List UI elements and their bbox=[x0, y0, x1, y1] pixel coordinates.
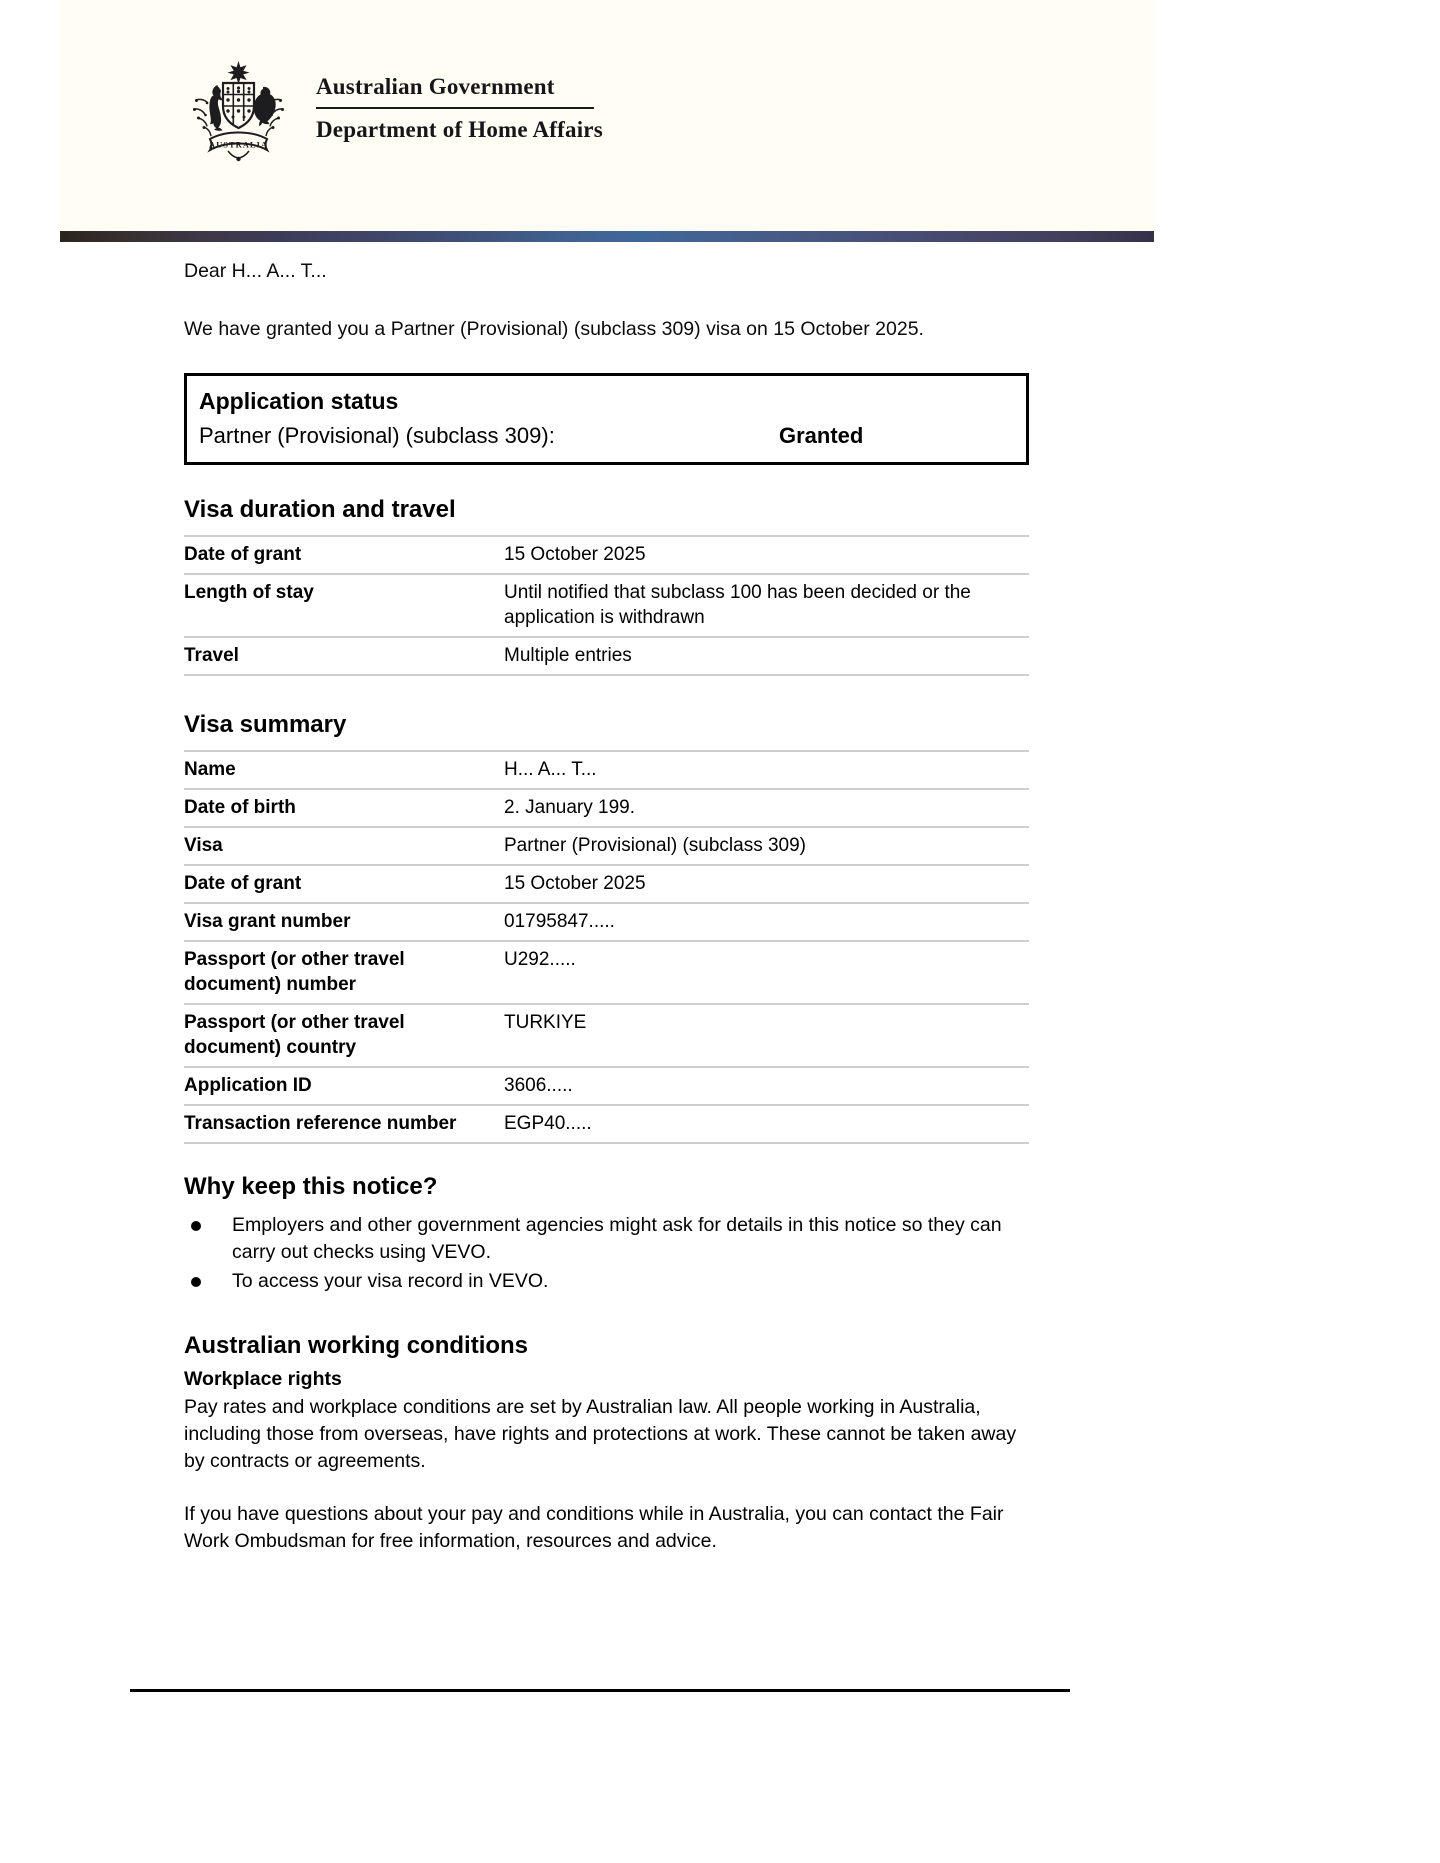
list-item bbox=[184, 1268, 1029, 1295]
row-value: H... A... T... bbox=[504, 751, 1029, 789]
wordmark-divider bbox=[316, 107, 594, 109]
why-keep-notice-heading: Why keep this notice? bbox=[184, 1173, 438, 1200]
row-value: 01795847..... bbox=[504, 903, 1029, 941]
row-label: Date of grant bbox=[184, 536, 504, 574]
list-item-text: To access your visa record in VEVO. bbox=[232, 1270, 549, 1292]
table-row bbox=[184, 827, 1029, 865]
row-value: Until notified that subclass 100 has been decided or the application is withdrawn bbox=[504, 574, 1029, 637]
row-value: TURKIYE bbox=[504, 1004, 1029, 1067]
row-label: Passport (or other travel document) number bbox=[184, 941, 504, 1004]
table-row bbox=[184, 637, 1029, 675]
why-keep-notice-list bbox=[184, 1212, 1029, 1295]
department-of-home-affairs-text: Department of Home Affairs bbox=[316, 117, 603, 142]
row-label: Passport (or other travel document) country bbox=[184, 1004, 504, 1067]
table-row bbox=[184, 865, 1029, 903]
bullet-dot-icon bbox=[191, 1277, 201, 1287]
row-label: Travel bbox=[184, 637, 504, 675]
row-label: Date of grant bbox=[184, 865, 504, 903]
table-row bbox=[184, 536, 1029, 574]
table-row bbox=[184, 789, 1029, 827]
table-row bbox=[184, 941, 1029, 1004]
government-wordmark bbox=[316, 74, 606, 143]
table-row bbox=[184, 1105, 1029, 1143]
table-row bbox=[184, 751, 1029, 789]
row-value: 2. January 199. bbox=[504, 789, 1029, 827]
bullet-dot-icon bbox=[191, 1221, 201, 1231]
workplace-rights-paragraph-2: If you have questions about your pay and conditions while in Australia, you can contact the Fair Work Ombudsman for free information, resources and advice. bbox=[184, 1503, 1004, 1552]
row-label: Name bbox=[184, 751, 504, 789]
table-row bbox=[184, 1004, 1029, 1067]
row-label: Application ID bbox=[184, 1067, 504, 1105]
brand-gradient-bar bbox=[60, 231, 1154, 242]
row-label: Visa grant number bbox=[184, 903, 504, 941]
workplace-rights-paragraph-1: Pay rates and workplace conditions are set by Australian law. All people working in Australia, including those from overseas, have rights and protections at work. These cannot be taken away by contracts or agreements. bbox=[184, 1396, 1017, 1472]
row-value: U292..... bbox=[504, 941, 1029, 1004]
visa-duration-heading: Visa duration and travel bbox=[184, 496, 456, 523]
table-row bbox=[184, 574, 1029, 637]
row-label: Transaction reference number bbox=[184, 1105, 504, 1143]
status-badge: Granted bbox=[779, 423, 864, 448]
application-status-box bbox=[184, 373, 1029, 465]
table-row bbox=[184, 1067, 1029, 1105]
salutation: Dear H... A... T... bbox=[184, 260, 327, 282]
visa-summary-table bbox=[184, 750, 1029, 1144]
application-status-title: Application status bbox=[199, 388, 399, 414]
intro-paragraph: We have granted you a Partner (Provisional) (subclass 309) visa on 15 October 2025. bbox=[184, 318, 924, 340]
application-status-label: Partner (Provisional) (subclass 309): bbox=[199, 423, 555, 448]
row-value: 3606..... bbox=[504, 1067, 1029, 1105]
row-value: 15 October 2025 bbox=[504, 536, 1029, 574]
visa-duration-table bbox=[184, 535, 1029, 676]
row-value: Multiple entries bbox=[504, 637, 1029, 675]
row-value: Partner (Provisional) (subclass 309) bbox=[504, 827, 1029, 865]
row-label: Length of stay bbox=[184, 574, 504, 637]
australian-coat-of-arms-icon bbox=[176, 55, 301, 165]
row-value: EGP40..... bbox=[504, 1105, 1029, 1143]
table-row bbox=[184, 903, 1029, 941]
row-value: 15 October 2025 bbox=[504, 865, 1029, 903]
australian-government-text: Australian Government bbox=[316, 74, 555, 99]
application-status-row bbox=[199, 422, 1014, 450]
visa-summary-heading: Visa summary bbox=[184, 711, 347, 738]
list-item bbox=[184, 1212, 1029, 1266]
row-label: Visa bbox=[184, 827, 504, 865]
list-item-text: Employers and other government agencies might ask for details in this notice so they can carry out checks using VEVO. bbox=[232, 1214, 1002, 1263]
workplace-rights-subheading: Workplace rights bbox=[184, 1368, 342, 1390]
document-body bbox=[184, 258, 1029, 1555]
working-conditions-heading: Australian working conditions bbox=[184, 1332, 529, 1359]
document-header bbox=[60, 0, 1154, 231]
svg-text:AUSTRALIA: AUSTRALIA bbox=[208, 139, 269, 150]
footer-divider bbox=[130, 1689, 1070, 1692]
row-label: Date of birth bbox=[184, 789, 504, 827]
